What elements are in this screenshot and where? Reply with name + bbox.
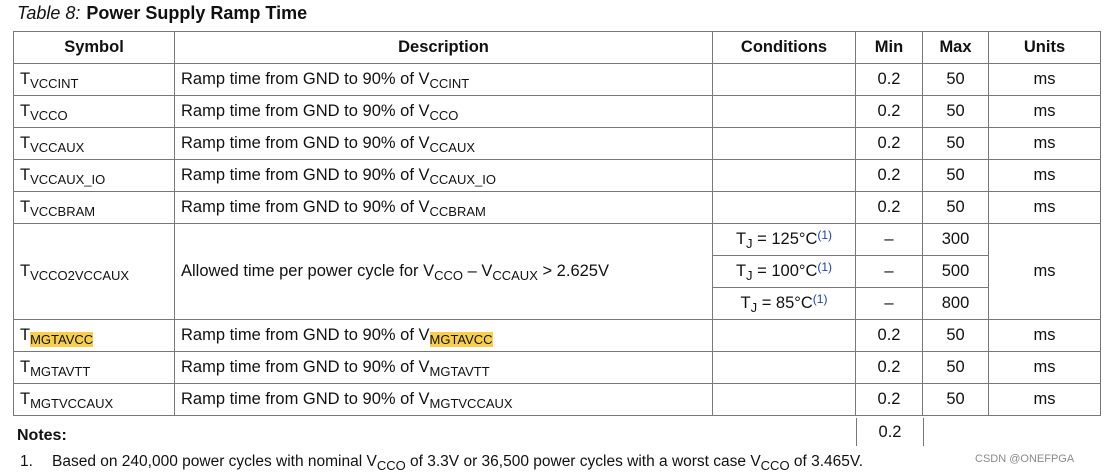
symbol-cell: $T_{VCCAUX}$ xyxy=(14,128,175,160)
description-cell: Ramp time from GND to 90% of $V_{MGTAVCC}$ xyxy=(175,320,713,352)
min-cell: – xyxy=(856,288,923,320)
min-cell-overflow: 0.2 xyxy=(856,418,924,446)
max-cell: 50 xyxy=(923,160,989,192)
description-cell: Ramp time from GND to 90% of $V_{CCAUX}$ xyxy=(175,128,713,160)
max-cell: 50 xyxy=(923,192,989,224)
conditions-cell xyxy=(713,128,856,160)
min-cell: 0.2 xyxy=(856,320,923,352)
symbol-cell: $T_{MGTAVTT}$ xyxy=(14,352,175,384)
highlight: MGTAVCC xyxy=(30,332,94,347)
conditions-cell xyxy=(713,96,856,128)
note-number: 1. xyxy=(20,453,33,470)
max-cell: 300 xyxy=(923,224,989,256)
table-row xyxy=(14,160,1101,192)
units-cell: ms xyxy=(989,224,1101,320)
table-row xyxy=(14,64,1101,96)
symbol-cell: $T_{VCCO2VCCAUX}$ xyxy=(14,224,175,320)
conditions-cell xyxy=(713,320,856,352)
col-header-units: Units xyxy=(989,32,1101,64)
conditions-cell xyxy=(713,384,856,416)
description-cell: Ramp time from GND to 90% of $V_{CCBRAM}$ xyxy=(175,192,713,224)
min-cell: 0.2 xyxy=(856,128,923,160)
max-cell: 50 xyxy=(923,384,989,416)
table-row xyxy=(14,224,1101,256)
conditions-cell xyxy=(713,64,856,96)
col-header-conditions: Conditions xyxy=(713,32,856,64)
units-cell: ms xyxy=(989,192,1101,224)
max-cell: 50 xyxy=(923,128,989,160)
min-cell: 0.2 xyxy=(856,384,923,416)
description-cell: Ramp time from GND to 90% of $V_{MGTVCCAUX}$ xyxy=(175,384,713,416)
description-cell: Ramp time from GND to 90% of $V_{CCO}$ xyxy=(175,96,713,128)
footnote-ref: (1) xyxy=(817,228,833,242)
table-number: Table 8: xyxy=(17,3,81,23)
min-cell: 0.2 xyxy=(856,96,923,128)
min-cell: 0.2 xyxy=(856,352,923,384)
max-cell: 800 xyxy=(923,288,989,320)
max-cell: 50 xyxy=(923,64,989,96)
table-row xyxy=(14,96,1101,128)
max-cell: 50 xyxy=(923,352,989,384)
table-row xyxy=(14,352,1101,384)
symbol-cell: $T_{VCCINT}$ xyxy=(14,64,175,96)
footnote-ref: (1) xyxy=(817,260,833,274)
min-cell: – xyxy=(856,224,923,256)
description-cell: Allowed time per power cycle for $V_{CCO} - V_{CCAUX} > 2.625V$ xyxy=(175,224,713,320)
min-cell: – xyxy=(856,256,923,288)
col-header-symbol: Symbol xyxy=(14,32,175,64)
description-cell: Ramp time from GND to 90% of $V_{CCAUX\_IO}$ xyxy=(175,160,713,192)
col-header-min: Min xyxy=(856,32,923,64)
units-cell: ms xyxy=(989,320,1101,352)
header-row xyxy=(14,32,1101,64)
table-row xyxy=(14,128,1101,160)
table-title: Power Supply Ramp Time xyxy=(86,3,308,23)
conditions-cell xyxy=(713,352,856,384)
conditions-cell xyxy=(713,192,856,224)
col-header-max: Max xyxy=(923,32,989,64)
max-cell: 500 xyxy=(923,256,989,288)
conditions-cell: $T_J = 125^\circ C^{(1)}$ xyxy=(713,224,856,256)
symbol-cell: $T_{VCCAUX\_IO}$ xyxy=(14,160,175,192)
units-cell: ms xyxy=(989,128,1101,160)
symbol-cell: $T_{MGTAVCC}$ xyxy=(14,320,175,352)
max-cell: 50 xyxy=(923,320,989,352)
description-cell: Ramp time from GND to 90% of $V_{CCINT}$ xyxy=(175,64,713,96)
max-cell: 50 xyxy=(923,96,989,128)
conditions-cell: $T_J = 85^\circ C^{(1)}$ xyxy=(713,288,856,320)
units-cell: ms xyxy=(989,352,1101,384)
conditions-cell xyxy=(713,160,856,192)
col-header-description: Description xyxy=(175,32,713,64)
notes-heading: Notes: xyxy=(17,427,67,444)
symbol-cell: $T_{MGTVCCAUX}$ xyxy=(14,384,175,416)
highlight: MGTAVCC xyxy=(429,332,493,347)
note-item: 1. Based on 240,000 power cycles with nominal $V_{CCO}$ of 3.3V or 36,500 power cycles with a worst case $V_{CCO}$ of 3.465V. xyxy=(20,453,864,473)
description-cell: Ramp time from GND to 90% of $V_{MGTAVTT}$ xyxy=(175,352,713,384)
footnote-ref: (1) xyxy=(812,292,828,306)
min-cell: 0.2 xyxy=(856,64,923,96)
table-caption xyxy=(17,2,307,24)
units-cell: ms xyxy=(989,160,1101,192)
watermark: CSDN @ONEFPGA xyxy=(975,453,1075,465)
conditions-cell: $T_J = 100^\circ C^{(1)}$ xyxy=(713,256,856,288)
units-cell: ms xyxy=(989,64,1101,96)
table-row xyxy=(14,384,1101,416)
table-row xyxy=(14,320,1101,352)
min-cell: 0.2 xyxy=(856,192,923,224)
power-supply-ramp-table xyxy=(13,31,1101,416)
symbol-cell: $T_{VCCO}$ xyxy=(14,96,175,128)
symbol-cell: $T_{VCCBRAM}$ xyxy=(14,192,175,224)
table-row xyxy=(14,192,1101,224)
units-cell: ms xyxy=(989,96,1101,128)
min-cell: 0.2 xyxy=(856,160,923,192)
units-cell: ms xyxy=(989,384,1101,416)
